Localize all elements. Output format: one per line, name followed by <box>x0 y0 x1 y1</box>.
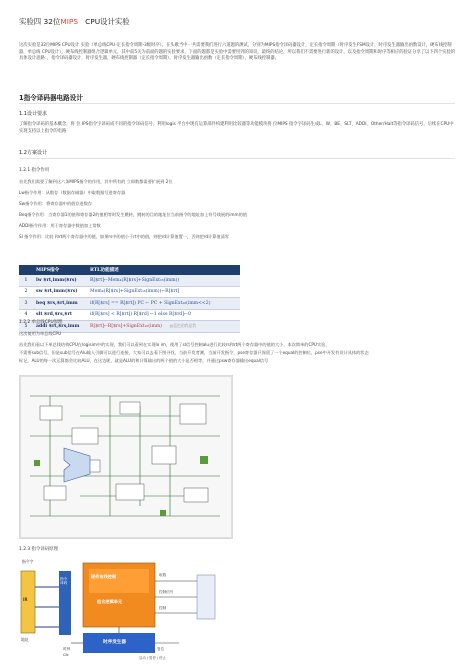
core-title: 硬件布线控制 <box>91 574 117 579</box>
label-control-signal: 控制信号 <box>159 590 174 594</box>
row-instruction: addi $rt,$rs,imm <box>33 321 87 333</box>
row-number: 4 <box>19 309 33 321</box>
title-mips: MIPS <box>60 17 79 26</box>
decoder-block-diagram <box>19 557 221 661</box>
row-rtl: Mem₄(R[$rs]+SignExt₁₆(imm))←R[$rt] <box>87 286 240 298</box>
heading-1-1: 1.1设计要求 <box>19 111 47 117</box>
label-address: 地址 <box>21 637 29 642</box>
heading-1-2-3: 1.2.3 指令译码原理 <box>19 547 58 552</box>
section-heading-1: 1指令译码器电路设计 <box>19 94 83 102</box>
circuit-drawing <box>20 376 232 538</box>
row-number: 5 <box>19 321 33 333</box>
table-header-num <box>19 265 33 275</box>
logisim-circuit-image <box>19 375 233 539</box>
label-fetch: 取数 <box>159 573 167 577</box>
label-reset: 复位 <box>157 647 165 651</box>
row-rtl <box>87 321 240 333</box>
title-suffix: CPU设计实验 <box>85 17 130 26</box>
instruction-note: 首先我们需要了解到这六条MIPS指令的作用，其中所有的 立即数都需要扩展到 2位 <box>19 179 173 184</box>
design-requirement-text: 了解指令译码的基本概念，将 位 IPS指令字译码成不同的指令译码信号，利用logis 平台中现有运算部件构建利用比较器等功能模块将 位MIPS 指令字译码生成L、W、BE、SLT、ADDI、Other/Halt等指令译码信号，后续在CPU中实现支持以上指令的电路 <box>19 122 454 134</box>
page-title <box>19 16 130 27</box>
beq-description: Beq指令作用：当寄存器1的值和寄存器2的值相等时发生跳转，跳转的目的地址位当前指令的地址加上符号线展的imm的值 <box>19 212 247 217</box>
row-instruction: slt $rd,$rs,$rt <box>33 309 87 321</box>
single-bus-text-2: 不需要sub信号，但是sub信号在Alu输入引脚可以进行连接，大家可以去看下图寻找，当前开发者测，当前开发指令，pse寄存器只保留了一个equal的控制位，pse中开发有设计具体的状态 <box>19 350 369 355</box>
row-instruction: beq $rs,$rt,imm <box>33 298 87 310</box>
table-header-rtl: RTL功能描述 <box>87 265 240 275</box>
label-clk: Clk <box>63 653 69 657</box>
table-row <box>19 286 240 298</box>
label-control: 控制 <box>159 606 167 610</box>
row-number: 3 <box>19 298 33 310</box>
slt-description: Sl 指令作用：比较 和rt两个寄存器中的值，如果rs中的值小于rt中的值，则把rd计算值置一，否则把rd计算值清零 <box>19 234 229 239</box>
lw-description: Lw指令作用：从数存（数据存储器）中取数据写进寄存器 <box>19 190 126 195</box>
row-rtl: R[$rt]←Mem₄(R[$rs]+SignExt₁₆(imm)) <box>87 275 240 286</box>
divider <box>19 103 455 104</box>
sw-description: Sw指令作用：将寄存器中的值存进数存 <box>19 201 93 206</box>
timing-generator: 时序发生器 <box>103 640 126 645</box>
heading-1-2: 1.2方案设计 <box>19 150 47 156</box>
single-bus-intro: 这次使用为单总线CPU <box>19 331 62 336</box>
row-instruction: lw $rt,imm($rs) <box>33 275 87 286</box>
row-rtl-text: R[$rt]←R[$rs]+SignExt₁₆(imm) <box>90 324 162 330</box>
label-clock: 时钟 <box>63 647 71 651</box>
label-start-stop: 启动 / 暂停 / 停止 <box>139 656 166 660</box>
label-instruction-word: 指令字 <box>22 559 34 564</box>
divider <box>19 158 455 159</box>
block-diagram-drawing <box>19 557 221 661</box>
table-row <box>19 275 240 286</box>
label-decode: 指令译码 <box>60 577 68 586</box>
core-subtitle: 组合逻辑单元 <box>97 599 123 604</box>
table-row <box>19 298 240 310</box>
row-number: 2 <box>19 286 33 298</box>
label-ir: IR <box>23 597 28 602</box>
watermark: @蓝色的我是我 <box>169 323 197 329</box>
row-rtl: if(R[$rs] == R[$rt]) PC ← PC + SignExt₁₈(imm<<2) <box>87 298 240 310</box>
table-header-ins: MIPS指令 <box>33 265 87 275</box>
row-instruction: sw $rt,imm($rs) <box>33 286 87 298</box>
row-rtl: if(R[$rs] < R[$rt]) R[$rd] ←1 else R[$rd]←0 <box>87 309 240 321</box>
title-prefix: 实验四 32位 <box>19 17 61 26</box>
intro-paragraph: 这次实验是32位MIPS CPU设计 实验（单总线CPU-定长指令周期-3级时序）。在头歌当中一共需要我们进行六道题的测试，分别为MIPS指令译码器设计，定长指令周期（时序发生FSM设计，时序发生器输出函数设计，硬布线控制器，单总线 CPU设计），硬布线控制器组合逻辑单元，其中前5关为前面的题的实验要求，下面的题都是实验中需要用到的知识，最终的结论，所以我们不需要进行新的设计，以及指令周期和时序等相应的验证分享了以下四个实验的具体设计思路：，指令译码器设计，时序发生器，硬布线控制器（定长指令周期），时序发生器输出函数（定长指令周期），硬布线控制器。 <box>19 43 456 62</box>
single-bus-text-1: 首先我们看以下单总线结构CPU在logisim中的实现，我们可以看到在实现lo im，使用了sl信号控制alu进行比较rs和rt两个寄存器中的值的大小，本次简单的CPU实验， <box>19 342 330 347</box>
row-number: 1 <box>19 275 33 286</box>
addi-description: ADDI指令作用：用于寄存器中数值加上常数 <box>19 223 101 228</box>
single-bus-text-3: 标记，ALU的每一次运算都会比较ALU，在这边呢，就是ALU的和计算输出的两个值的大小是否相等，并通过psw寄存器输出equal信号 <box>19 358 269 363</box>
heading-1-2-2: 1.2.2 单总线CPU原理 <box>19 320 63 325</box>
heading-1-2-1: 1.2.1 指令作用 <box>19 168 50 173</box>
